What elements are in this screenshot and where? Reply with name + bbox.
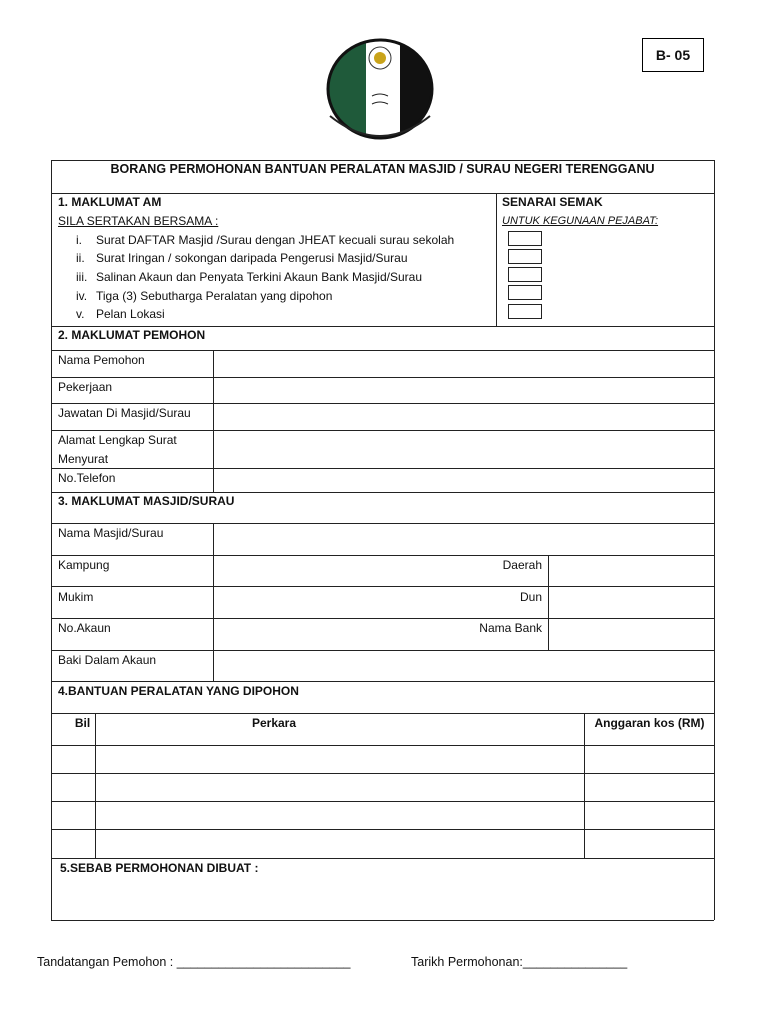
section3-heading: 3. MAKLUMAT MASJID/SURAU [58, 494, 235, 508]
checklist-box[interactable] [508, 285, 542, 300]
field-label-nama-masjid: Nama Masjid/Surau [58, 526, 164, 540]
checklist-note: UNTUK KEGUNAAN PEJABAT: [502, 215, 659, 227]
field-label-pekerjaan: Pekerjaan [58, 380, 113, 394]
field-label-dun: Dun [519, 590, 542, 604]
checklist-box[interactable] [508, 304, 542, 319]
checklist-heading: SENARAI SEMAK [502, 195, 603, 209]
field-label-baki: Baki Dalam Akaun [58, 653, 157, 667]
section4-heading: 4.BANTUAN PERALATAN YANG DIPOHON [58, 684, 299, 698]
crest-emblem-icon [322, 36, 438, 142]
list-item: Salinan Akaun dan Penyata Terkini Akaun Bank Masjid/Surau [96, 270, 422, 284]
section1-heading: 1. MAKLUMAT AM [58, 195, 162, 209]
list-item-num: ii. [76, 251, 85, 265]
section2-heading: 2. MAKLUMAT PEMOHON [58, 328, 206, 342]
field-label-bank: Nama Bank [479, 621, 542, 635]
signature-line: Tandatangan Pemohon : _________________________ [37, 955, 351, 969]
field-label-telefon: No.Telefon [58, 471, 116, 485]
column-header-anggaran-kos: Anggaran kos (RM) [594, 716, 705, 730]
field-label-jawatan: Jawatan Di Masjid/Surau [58, 406, 191, 420]
section5-heading: 5.SEBAB PERMOHONAN DIBUAT : [60, 861, 259, 875]
date-line: Tarikh Permohonan:_______________ [411, 955, 628, 969]
form-code: B- 05 [642, 38, 704, 72]
section1-subheading: SILA SERTAKAN BERSAMA : [58, 214, 219, 228]
field-label-alamat: Alamat Lengkap Surat [58, 433, 177, 447]
column-header-perkara: Perkara [251, 716, 297, 730]
checklist-box[interactable] [508, 231, 542, 246]
field-label-akaun: No.Akaun [58, 621, 111, 635]
checklist-box[interactable] [508, 267, 542, 282]
field-label-kampung: Kampung [58, 558, 110, 572]
column-header-bil: Bil [74, 716, 91, 730]
list-item: Pelan Lokasi [96, 307, 165, 321]
field-label-mukim: Mukim [58, 590, 94, 604]
list-item: Tiga (3) Sebutharga Peralatan yang dipohon [96, 289, 333, 303]
field-label-daerah: Daerah [502, 558, 542, 572]
list-item-num: iii. [76, 270, 88, 284]
field-label-nama-pemohon: Nama Pemohon [58, 353, 145, 367]
list-item-num: iv. [76, 289, 88, 303]
field-label-alamat-cont: Menyurat [58, 452, 109, 466]
form-title: BORANG PERMOHONAN BANTUAN PERALATAN MASJID / SURAU NEGERI TERENGGANU [110, 162, 655, 176]
list-item: Surat Iringan / sokongan daripada Pengerusi Masjid/Surau [96, 251, 408, 265]
list-item: Surat DAFTAR Masjid /Surau dengan JHEAT kecuali surau sekolah [96, 233, 455, 247]
logo-crest-center [374, 52, 386, 64]
list-item-num: v. [76, 307, 85, 321]
checklist-box[interactable] [508, 249, 542, 264]
list-item-num: i. [76, 233, 82, 247]
